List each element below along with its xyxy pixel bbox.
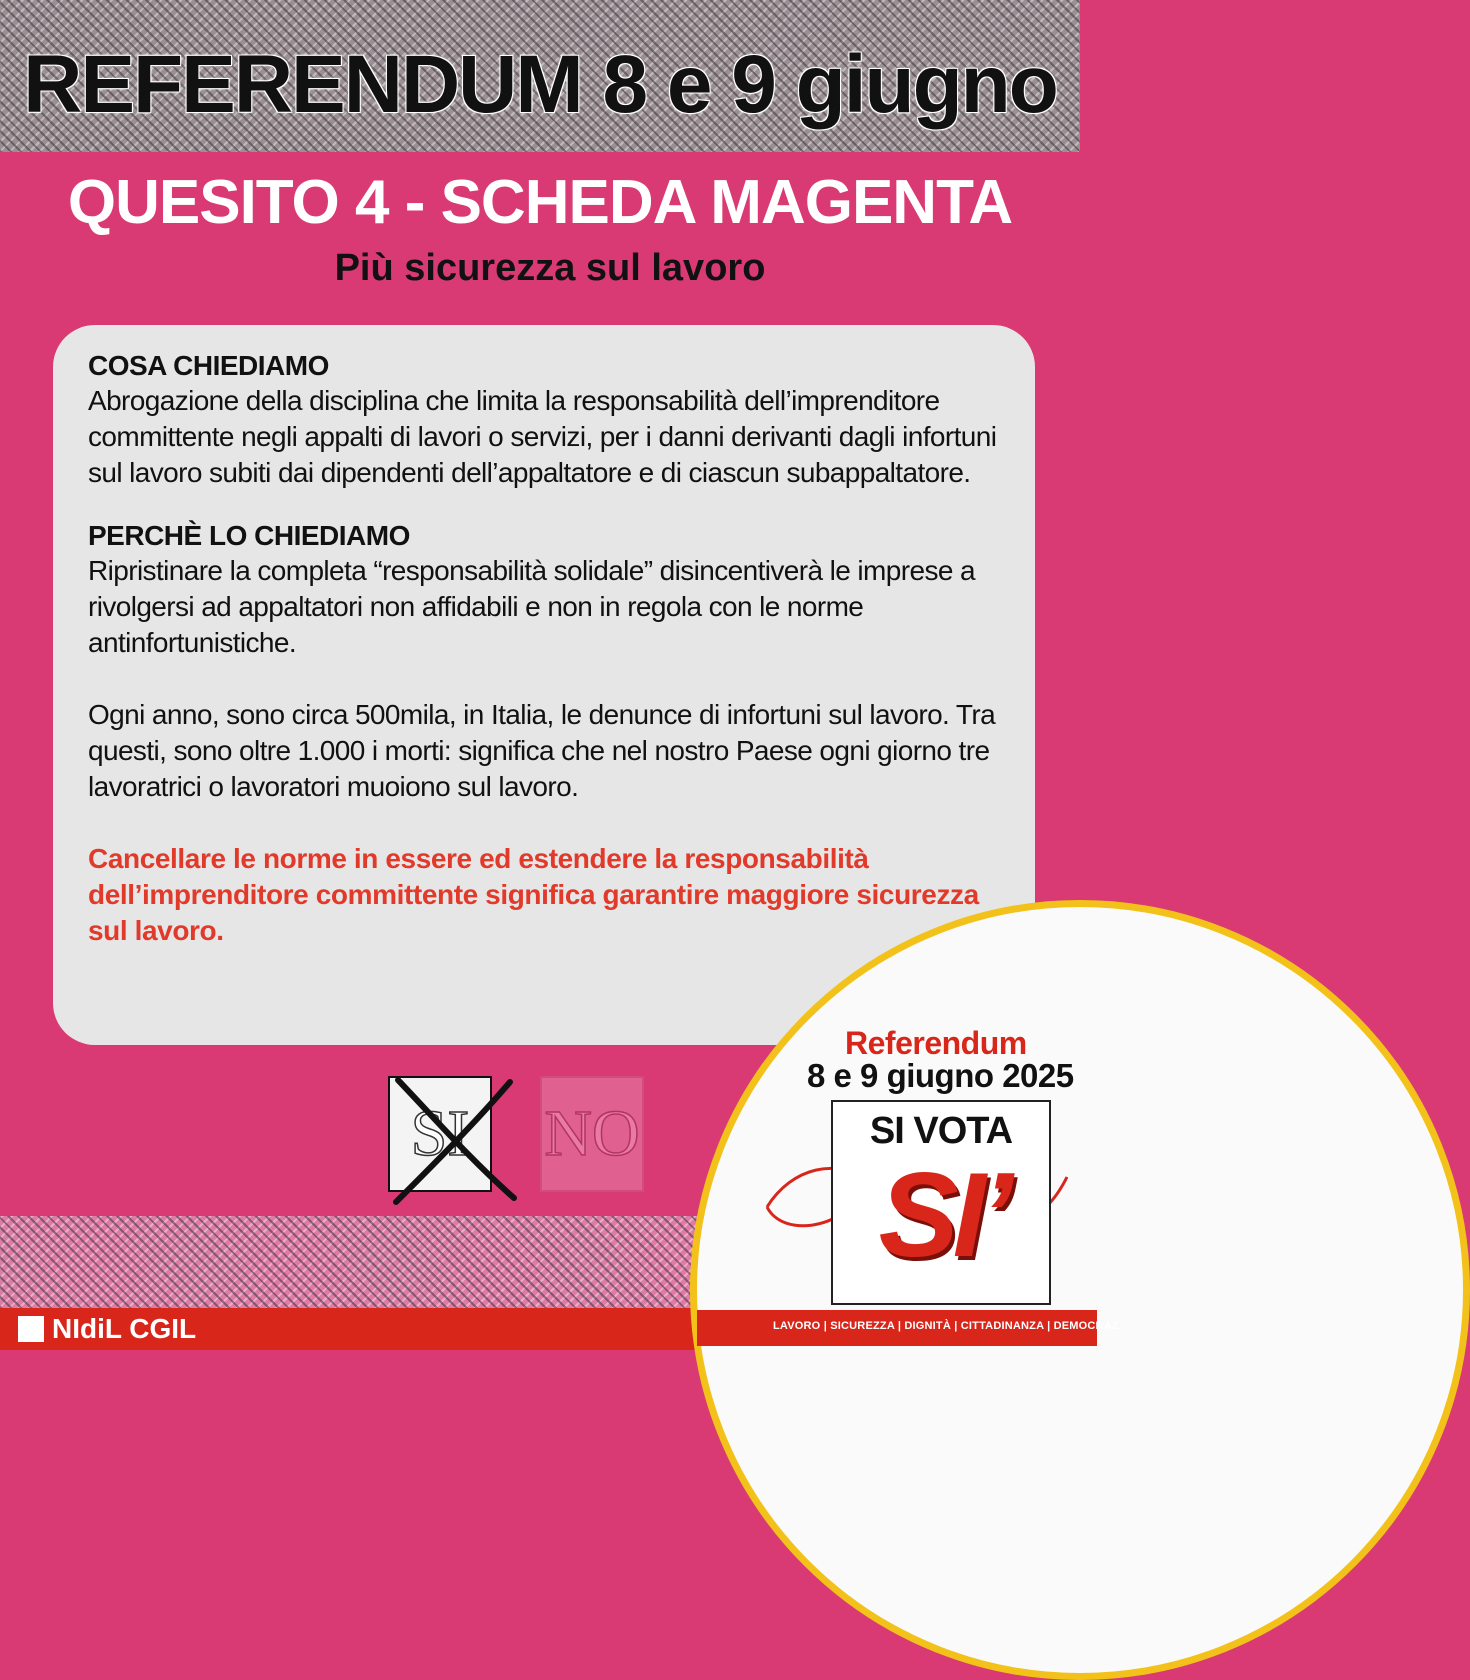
badge-date: 8 e 9 giugno 2025 <box>807 1057 1074 1094</box>
badge-title: Referendum <box>845 1025 1027 1061</box>
footer-brand <box>18 1311 196 1347</box>
ballot-no-box <box>540 1076 644 1192</box>
badge-si: SI’ <box>878 1148 1008 1282</box>
badge-strip-text: LAVORO | SICUREZZA | DIGNITÀ | CITTADINANZA | DEMOCRAZ <box>773 1320 1119 1332</box>
section-body-cosa-chiediamo: Abrogazione della disciplina che limita la responsabilità dell’imprenditore committente negli appalti di lavori o servizi, per i danni derivanti dagli infortuni sul lavoro subiti dai dipendenti dell’appaltatore e di ciascun subappaltatore. <box>88 385 997 488</box>
badge-poster <box>831 1100 1051 1305</box>
referendum-badge <box>690 900 1470 1680</box>
main-title: REFERENDUM 8 e 9 giugno <box>23 39 1057 130</box>
info-card-content <box>88 349 1023 949</box>
cross-mark-icon <box>376 1070 526 1210</box>
section-title-cosa-chiediamo: COSA CHIEDIAMO <box>88 350 329 381</box>
statistics-paragraph: Ogni anno, sono circa 500mila, in Italia, le denunce di infortuni sul lavoro. Tra questi, sono oltre 1.000 i morti: significa che nel nostro Paese ogni giorno tre lavoratrici o lavoratori muoiono sul lavoro. <box>88 699 996 802</box>
section-body-perche: Ripristinare la completa “responsabilità solidale” disincentiverà le imprese a rivolgersi ad appaltatori non affidabili e non in regola con le norme antinfortunistiche. <box>88 555 975 658</box>
badge-vota: SI VOTA <box>869 1110 1013 1152</box>
square-icon <box>18 1316 44 1342</box>
quesito-title: QUESITO 4 - SCHEDA MAGENTA <box>67 168 1013 237</box>
subtitle: Più sicurezza sul lavoro <box>334 247 766 289</box>
ballot-no-label: NO <box>544 1097 640 1170</box>
ballot-yes-label: SI <box>410 1097 470 1170</box>
footer-brand-label: NIdiL CGIL <box>52 1313 197 1344</box>
highlight-paragraph: Cancellare le norme in essere ed estendere la responsabilità dell’imprenditore committente significa garantire maggiore sicurezza sul lavoro. <box>88 843 979 946</box>
section-title-perche: PERCHÈ LO CHIEDIAMO <box>88 520 410 551</box>
